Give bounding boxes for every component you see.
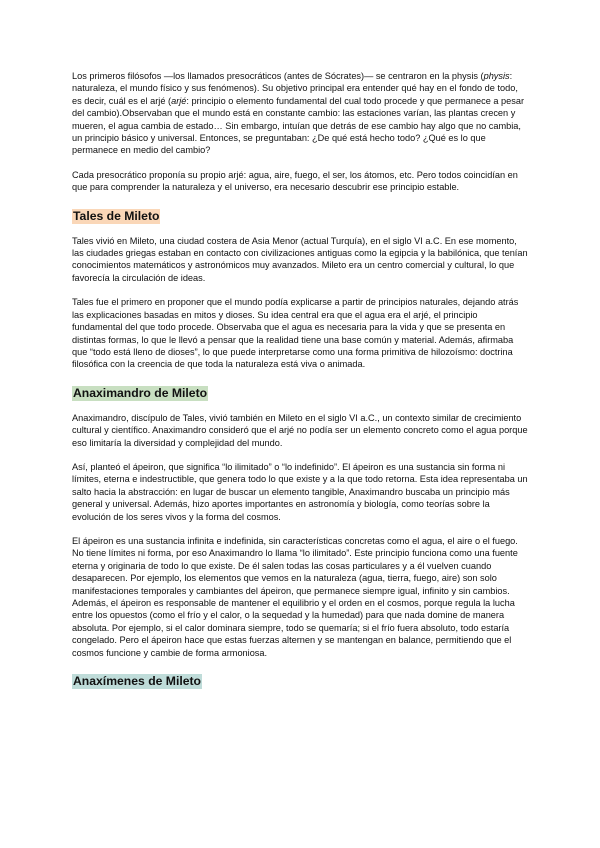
anaximandro-paragraph-3: El ápeiron es una sustancia infinita e indefinida, sin características concretas como el agua, el aire o el fuego. No tiene límites ni forma, por eso Anaximandro lo llama “lo ilimitado”. Este principio funciona como una fuente eterna y originaria de todo lo que existe. De él salen todas las cosas particulares y a él vuelven cuando desaparecen. Por ejemplo, los elementos que vemos en la naturaleza (agua, tierra, fuego, aire) son solo manifestaciones temporales y cambiantes del ápeiron, que permanece siempre igual, infinito y sin cambios. Además, el ápeiron es responsable de mantener el equilibrio y el orden en el cosmos, porque regula la lucha entre los opuestos (como el frío y el calor, o la sequedad y la humedad) para que nada domine de manera absoluta. Por ejemplo, si el calor dominara siempre, todo se quemaría; si el frío fuera absoluto, todo estaría congelado. Pero el ápeiron hace que estas fuerzas alternen y se mantengan en balance, permitiendo que el cosmos funcione y cambie de forma armoniosa. — [72, 535, 518, 658]
anaximandro-paragraph-2: Así, planteó el ápeiron, que significa “lo ilimitado” o “lo indefinido”. El ápeiron es una sustancia sin forma ni límites, eterna e indestructible, que genera todo lo que existe y a la que todo retorna. Esta idea representaba un salto hacia la abstracción: en lugar de buscar un elemento tangible, Anaximandro buscaba un principio más general y universal. Además, hizo aportes importantes en astronomía y biología, como teorías sobre la evolución de los seres vivos y la forma del cosmos. — [72, 461, 528, 522]
tales-paragraph-2: Tales fue el primero en proponer que el mundo podía explicarse a partir de principios naturales, dejando atrás las explicaciones basadas en mitos y dioses. Su idea central era que el agua era el arjé, el principio fundamental del que todo procede. Observaba que el agua es necesaria para la vida y que se presenta en distintas formas, lo que le llevó a pensar que la realidad tiene una base común y material. Además, afirmaba que “todo está lleno de dioses”, lo que puede interpretarse como una forma primitiva de hilozoísmo: doctrina filosófica con la creencia de que toda la naturaleza está viva o animada. — [72, 297, 519, 370]
tales-paragraph-1: Tales vivió en Mileto, una ciudad costera de Asia Menor (actual Turquía), en el siglo VI a.C. En ese momento, las ciudades griegas estaban en contacto con civilizaciones antiguas como la egipcia y la babilónica, que tenían conocimientos matemáticos y astronómicos muy avanzados. Mileto era un centro comercial y cultural, lo que favorecía la circulación de ideas. — [72, 235, 528, 283]
heading-tales: Tales de Mileto — [73, 208, 160, 223]
intro-paragraph-1 — [72, 70, 530, 157]
document-page — [72, 70, 530, 700]
intro-text-c: : principio o elemento fundamental del cual todo procede y que permanece a pesar del cambio).Observaban que el mundo está en constante cambio: las estaciones varían, las plantas crecen y mueren, el agua cambia de estado… Sin embargo, intuían que detrás de ese cambio hay algo que no cambia, un principio básico y universal. Entonces, se preguntaban: ¿De qué está hecho todo? ¿Qué es lo que permanece en medio del cambio? — [72, 95, 525, 156]
anaximandro-paragraph-1: Anaximandro, discípulo de Tales, vivió también en Mileto en el siglo VI a.C., un contexto similar de crecimiento cultural y científico. Anaximandro consideró que el arjé no podía ser un elemento concreto como el agua porque eso limitaría la diversidad y complejidad del mundo. — [72, 412, 528, 448]
intro-paragraph-2: Cada presocrático proponía su propio arjé: agua, aire, fuego, el ser, los átomos, etc. Pero todos coincidían en que para comprender la naturaleza y el universo, era necesario descubrir ese principio estable. — [72, 169, 518, 193]
heading-anaximandro: Anaximandro de Mileto — [73, 385, 208, 400]
physis-term: physis — [483, 71, 510, 81]
intro-text-b: : naturaleza, el mundo físico y sus fenómenos). Su objetivo principal era entender qué hay en el fondo de todo, es decir, cuál es el arjé ( — [72, 71, 518, 106]
heading-anaximenes: Anaxímenes de Mileto — [73, 674, 202, 689]
intro-text-a: Los primeros filósofos —los llamados presocráticos (antes de Sócrates)— se centraron en la physis ( — [72, 71, 484, 81]
arje-term: arjé — [171, 95, 187, 106]
